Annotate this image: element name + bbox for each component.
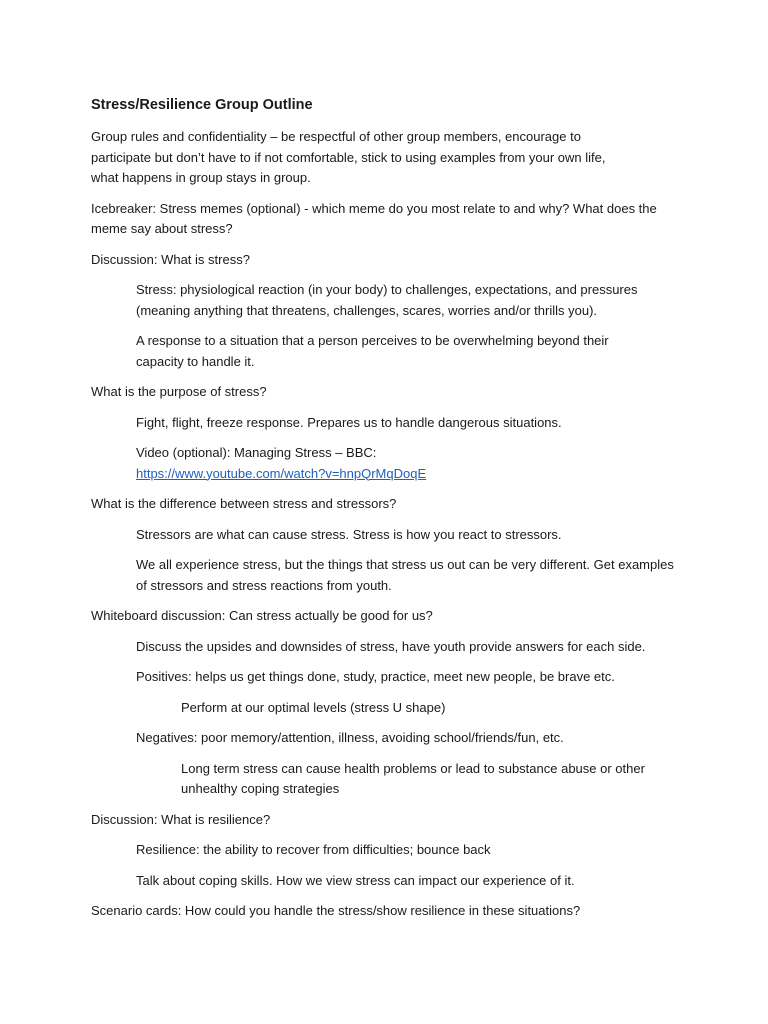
paragraph-optimal-levels: Perform at our optimal levels (stress U shape): [181, 699, 446, 715]
document-title: Stress/Resilience Group Outline: [91, 97, 313, 113]
paragraph-coping-skills: Talk about coping skills. How we view stress can impact our experience of it.: [136, 872, 575, 888]
paragraph-positives: Positives: helps us get things done, study, practice, meet new people, be brave etc.: [136, 669, 615, 684]
paragraph-stress-response: A response to a situation that a person perceives to be overwhelming beyond their capacity to handle it.: [136, 333, 609, 369]
paragraph-stress-definition: Stress: physiological reaction (in your body) to challenges, expectations, and pressures (meaning anything that threatens, challenges, scares, worries and/or thrills you).: [136, 282, 638, 318]
paragraph-resilience-definition: Resilience: the ability to recover from difficulties; bounce back: [136, 842, 491, 857]
heading-what-is-stress: Discussion: What is stress?: [91, 251, 250, 267]
paragraph-icebreaker: Icebreaker: Stress memes (optional) - which meme do you most relate to and why? What does the meme say about stress?: [91, 200, 657, 236]
paragraph-fight-flight: Fight, flight, freeze response. Prepares us to handle dangerous situations.: [136, 414, 562, 430]
paragraph-video: [136, 443, 708, 484]
heading-purpose-of-stress: What is the purpose of stress?: [91, 384, 267, 399]
video-link[interactable]: https://www.youtube.com/watch?v=hnpQrMqDoqE: [136, 465, 427, 481]
video-label: Video (optional): Managing Stress – BBC:: [136, 445, 377, 460]
paragraph-scenario-cards: Scenario cards: How could you handle the stress/show resilience in these situations?: [91, 903, 581, 918]
paragraph-experience-stress: We all experience stress, but the things that stress us out can be very different. Get examples of stressors and stress reactions from youth.: [136, 557, 674, 593]
paragraph-long-term-stress: Long term stress can cause health problems or lead to substance abuse or other unhealthy coping strategies: [181, 760, 645, 796]
heading-stress-vs-stressors: What is the difference between stress and stressors?: [91, 496, 397, 511]
paragraph-upsides-downsides: Discuss the upsides and downsides of stress, have youth provide answers for each side.: [136, 638, 646, 654]
heading-what-is-resilience: Discussion: What is resilience?: [91, 811, 271, 827]
heading-whiteboard-discussion: Whiteboard discussion: Can stress actually be good for us?: [91, 608, 433, 623]
paragraph-stressors-definition: Stressors are what can cause stress. Stress is how you react to stressors.: [136, 526, 562, 542]
paragraph-group-rules: Group rules and confidentiality – be respectful of other group members, encourage to participate but don’t have to if not comfortable, stick to using examples from your own life, what happens in group stays in group.: [91, 129, 606, 185]
paragraph-negatives: Negatives: poor memory/attention, illness, avoiding school/friends/fun, etc.: [136, 730, 564, 745]
